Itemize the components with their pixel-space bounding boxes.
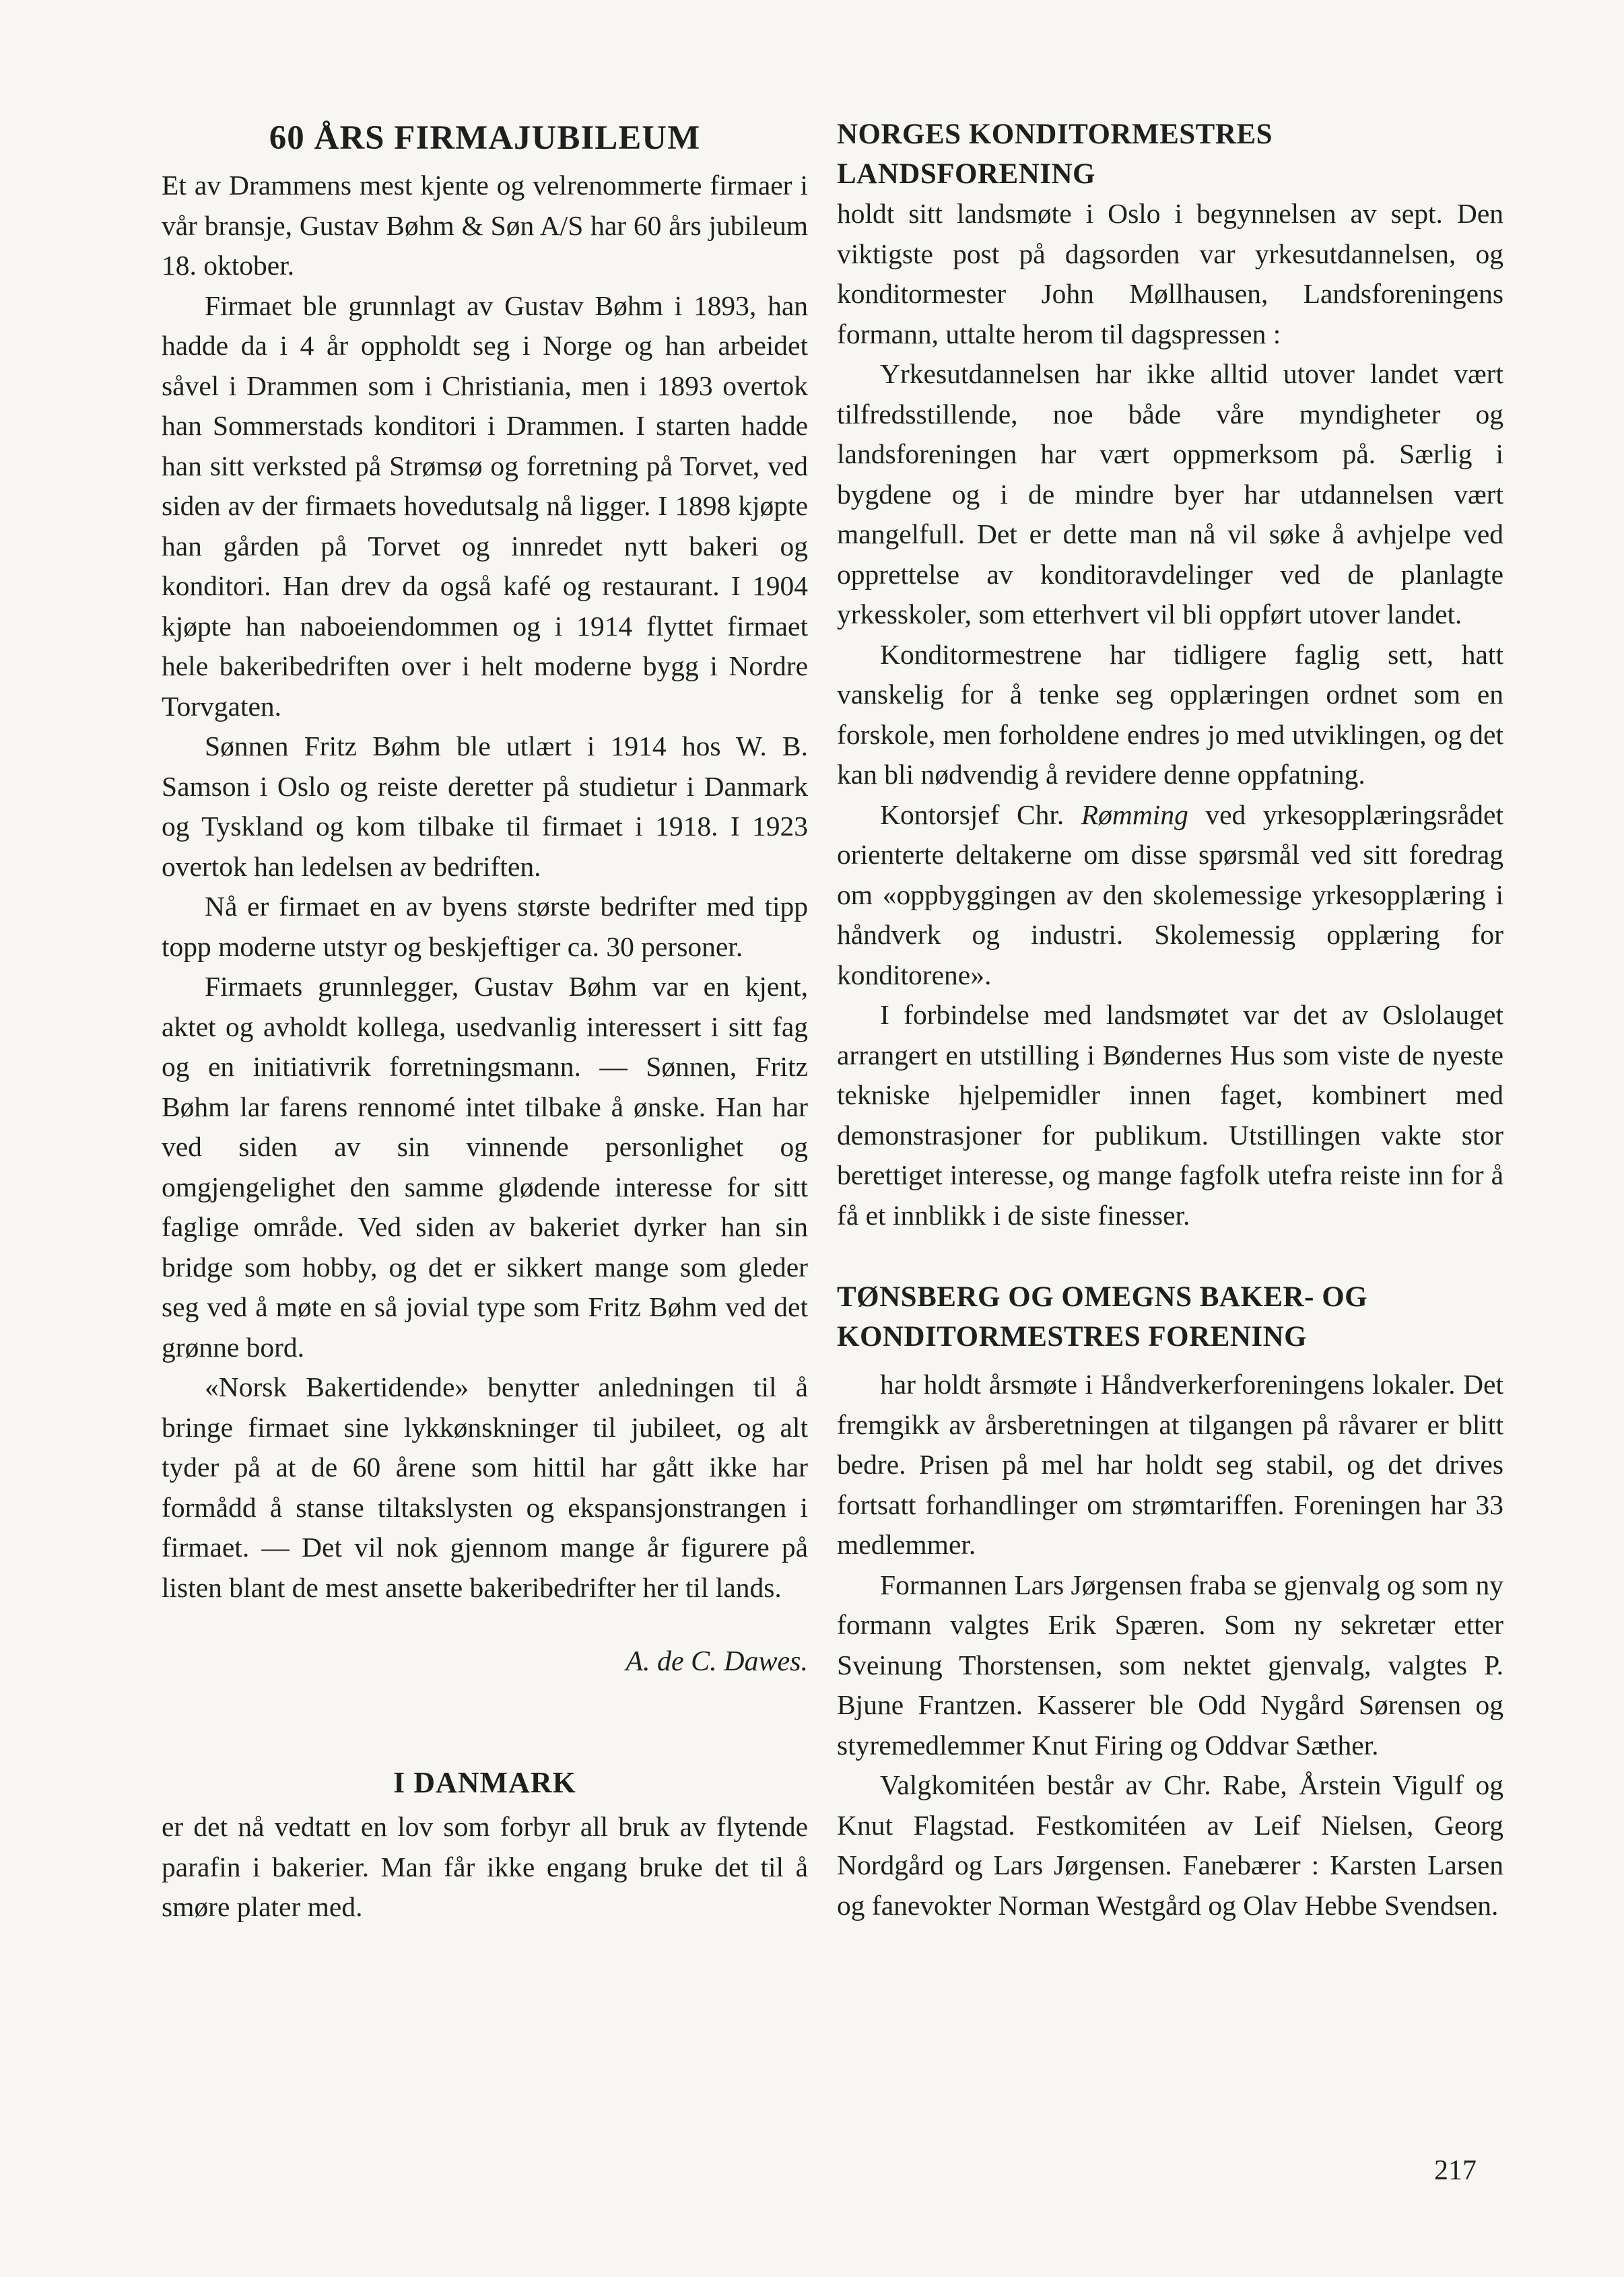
section-title-landsforening: NORGES KONDITORMESTRES LANDSFORENING: [837, 118, 1273, 190]
italic-name: Rømming: [1081, 798, 1188, 830]
text-run: ved yrkesopplæringsrådet orienterte deltakerne om disse spørsmål ved sitt foredrag om «oppbyggingen av den skolemessige yrkesopplæring i håndverk og industri. Skolemessig opplæring for konditorene».: [837, 798, 1503, 990]
article-paragraph: [837, 795, 1503, 996]
article-paragraph: Firmaet ble grunnlagt av Gustav Bøhm i 1893, han hadde da i 4 år oppholdt seg i Norge og han arbeidet såvel i Drammen som i Christiania, men i 1893 overtok han Sommerstads konditori i Drammen. I starten hadde han sitt verksted på Strømsø og forretning på Torvet, ved siden av der firmaets hovedutsalg nå ligger. I 1898 kjøpte han gården på Torvet og innredet nytt bakeri og konditori. Han drev da også kafé og restaurant. I 1904 kjøpte han naboeiendommen og i 1914 flyttet firmaet hele bakeribedriften over i helt moderne bygg i Nordre Torvgaten.: [162, 290, 808, 722]
article-title: 60 ÅRS FIRMAJUBILEUM: [269, 119, 701, 157]
article-paragraph: I forbindelse med landsmøtet var det av Oslolauget arrangert en utstilling i Bøndernes Hus som viste de nyeste tekniske hjelpemidler innen faget, kombinert med demonstrasjoner for publikum. Utstillingen vakte stor berettiget interesse, og mange fagfolk utefra reiste inn for å få et innblikk i de siste finesser.: [837, 999, 1503, 1231]
article-paragraph: Konditormestrene har tidligere faglig sett, hatt vanskelig for å tenke seg opplæringen ordnet som en forskole, men forholdene endres jo med utviklingen, og det kan bli nødvendig å revidere denne oppfatning.: [837, 638, 1503, 790]
section-title-tonsberg: TØNSBERG OG OMEGNS BAKER- OG KONDITORMESTRES FORENING: [837, 1281, 1368, 1353]
article-paragraph: er det nå vedtatt en lov som forbyr all bruk av flytende parafin i bakerier. Man får ikke engang bruke det til å smøre plater med.: [162, 1811, 808, 1922]
article-paragraph: Formannen Lars Jørgensen fraba se gjenvalg og som ny formann valgtes Erik Spæren. Som ny sekretær etter Sveinung Thorstensen, som nektet gjenvalg, valgtes P. Bjune Frantzen. Kasserer ble Odd Nygård Sørensen og styremedlemmer Knut Firing og Oddvar Sæther.: [837, 1569, 1503, 1761]
article-paragraph: har holdt årsmøte i Håndverkerforeningens lokaler. Det fremgikk av årsberetningen at tilgangen på råvarer er blitt bedre. Prisen på mel har holdt seg stabil, og det drives fortsatt forhandlinger om strømtariffen. Foreningen har 33 medlemmer.: [837, 1369, 1503, 1560]
article-paragraph: Sønnen Fritz Bøhm ble utlært i 1914 hos W. B. Samson i Oslo og reiste deretter på studietur i Danmark og Tyskland og kom tilbake til firmaet i 1918. I 1923 overtok han ledelsen av bedriften.: [162, 730, 808, 882]
page-number: 217: [1434, 2155, 1477, 2186]
section-title-denmark: I DANMARK: [393, 1766, 576, 1799]
article-paragraph: Nå er firmaet en av byens største bedrifter med tipp topp moderne utstyr og beskjeftiger ca. 30 personer.: [162, 891, 808, 962]
article-paragraph: Firmaets grunnlegger, Gustav Bøhm var en kjent, aktet og avholdt kollega, usedvanlig interessert i sitt fag og en initiativrik forretningsmann. — Sønnen, Fritz Bøhm lar farens rennomé intet tilbake å ønske. Han har ved siden av sin vinnende personlighet og omgjengelighet den samme glødende interesse for sitt faglige område. Ved siden av bakeriet dyrker han sin bridge som hobby, og det er sikkert mange som gleder seg ved å møte en så jovial type som Fritz Bøhm ved det grønne bord.: [162, 971, 808, 1363]
article-paragraph: holdt sitt landsmøte i Oslo i begynnelsen av sept. Den viktigste post på dagsorden var yrkesutdannelsen, og konditormester John Møllhausen, Landsforeningens formann, uttalte herom til dagspressen :: [837, 198, 1503, 349]
article-paragraph: Yrkesutdannelsen har ikke alltid utover landet vært tilfredsstillende, noe både våre myndigheter og landsforeningen har vært oppmerksom på. Særlig i bygdene og i de mindre byer har utdannelsen vært mangelfull. Det er dette man nå vil søke å avhjelpe ved opprettelse av konditoravdelinger ved de planlagte yrkesskoler, som etterhvert vil bli oppført utover landet.: [837, 358, 1503, 630]
article-paragraph: «Norsk Bakertidende» benytter anledningen til å bringe firmaet sine lykkønskninger til jubileet, og alt tyder på at de 60 årene som hittil har gått ikke har formådd å stanse tiltakslysten og ekspansjonstrangen i firmaet. — Det vil nok gjennom mange år figurere på listen blant de mest ansette bakeribedrifter her til lands.: [162, 1371, 808, 1603]
left-column: [162, 114, 808, 1928]
article-paragraph: Et av Drammens mest kjente og velrenommerte firmaer i vår bransje, Gustav Bøhm & Søn A/S har 60 års jubileum 18. oktober.: [162, 170, 808, 281]
article-paragraph: Valgkomitéen består av Chr. Rabe, Årstein Vigulf og Knut Flagstad. Festkomitéen av Leif Nielsen, Georg Nordgård og Lars Jørgensen. Fanebærer : Karsten Larsen og fanevokter Norman Westgård og Olav Hebbe Svendsen.: [837, 1769, 1503, 1921]
author-signature: A. de C. Dawes.: [625, 1646, 808, 1677]
text-run: Kontorsjef Chr.: [880, 798, 1081, 830]
right-column: [837, 114, 1503, 1926]
